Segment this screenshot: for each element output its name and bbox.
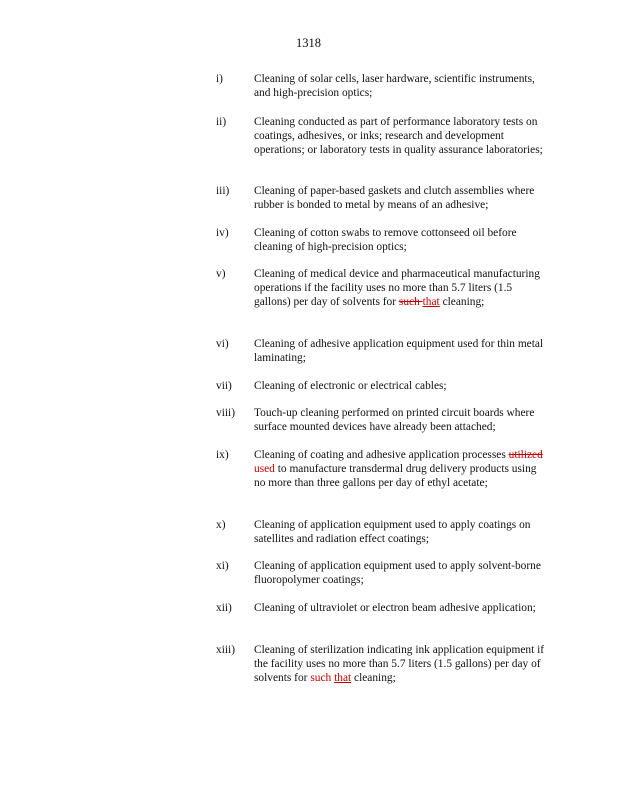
item-text: Cleaning of ultraviolet or electron beam adhesive application; <box>254 602 536 614</box>
item-text: Touch-up cleaning performed on printed circuit boards where surface mounted devices have already been attached; <box>254 407 535 433</box>
inserted-text: that <box>334 672 352 684</box>
item-text <box>254 643 546 685</box>
item-number: iv) <box>216 227 229 239</box>
item-number: x) <box>216 519 226 531</box>
inserted-text: that <box>422 296 440 308</box>
item-number: iii) <box>216 185 230 197</box>
item-text <box>254 267 546 309</box>
item-text <box>254 448 546 490</box>
inserted-text: used <box>254 463 275 475</box>
item-number: ix) <box>216 449 229 461</box>
item-number: xi) <box>216 560 229 572</box>
item-text: Cleaning of adhesive application equipment used for thin metal laminating; <box>254 338 544 364</box>
item-text: Cleaning of solar cells, laser hardware, scientific instruments, and high-precision optics; <box>254 73 535 99</box>
item-number: i) <box>216 73 223 85</box>
item-text: Cleaning of paper-based gaskets and clutch assemblies where rubber is bonded to metal by means of an adhesive; <box>254 185 535 211</box>
item-text: Cleaning of cotton swabs to remove cottonseed oil before cleaning of high-precision optics; <box>254 227 517 253</box>
item-text: Cleaning of application equipment used to apply solvent-borne fluoropolymer coatings; <box>254 560 541 586</box>
item-number: vii) <box>216 380 232 392</box>
item-number: viii) <box>216 407 235 419</box>
item-text: Cleaning of electronic or electrical cables; <box>254 380 447 392</box>
item-number: vi) <box>216 338 229 350</box>
item-number: xii) <box>216 602 232 614</box>
item-number: ii) <box>216 116 227 128</box>
item-number: v) <box>216 268 226 280</box>
item-number: xiii) <box>216 644 235 656</box>
deleted-text: utilized <box>508 449 543 461</box>
page-number: 1318 <box>296 36 321 50</box>
item-text-after: cleaning; <box>351 672 396 684</box>
item-text: Cleaning of application equipment used to apply coatings on satellites and radiation effect coatings; <box>254 519 531 545</box>
item-text-before: Cleaning of medical device and pharmaceutical manufacturing operations if the facility uses no more than 5.7 liters (1.5 gallons) per day of solvents for <box>254 268 540 308</box>
highlighted-text: such <box>310 672 332 684</box>
item-text-after: cleaning; <box>439 296 485 308</box>
item-text-before: Cleaning of sterilization indicating ink application equipment if the facility uses no more than 5.7 liters (1.5 gallons) per day of solvents for <box>254 644 545 684</box>
item-text-before: Cleaning of coating and adhesive application processes <box>254 449 509 461</box>
item-text-after: to manufacture transdermal drug delivery products using no more than three gallons per day of ethyl acetate; <box>254 463 537 489</box>
deleted-text: such <box>398 296 423 308</box>
item-text: Cleaning conducted as part of performance laboratory tests on coatings, adhesives, or inks; research and development operations; or laboratory tests in quality assurance laboratories; <box>254 116 543 156</box>
